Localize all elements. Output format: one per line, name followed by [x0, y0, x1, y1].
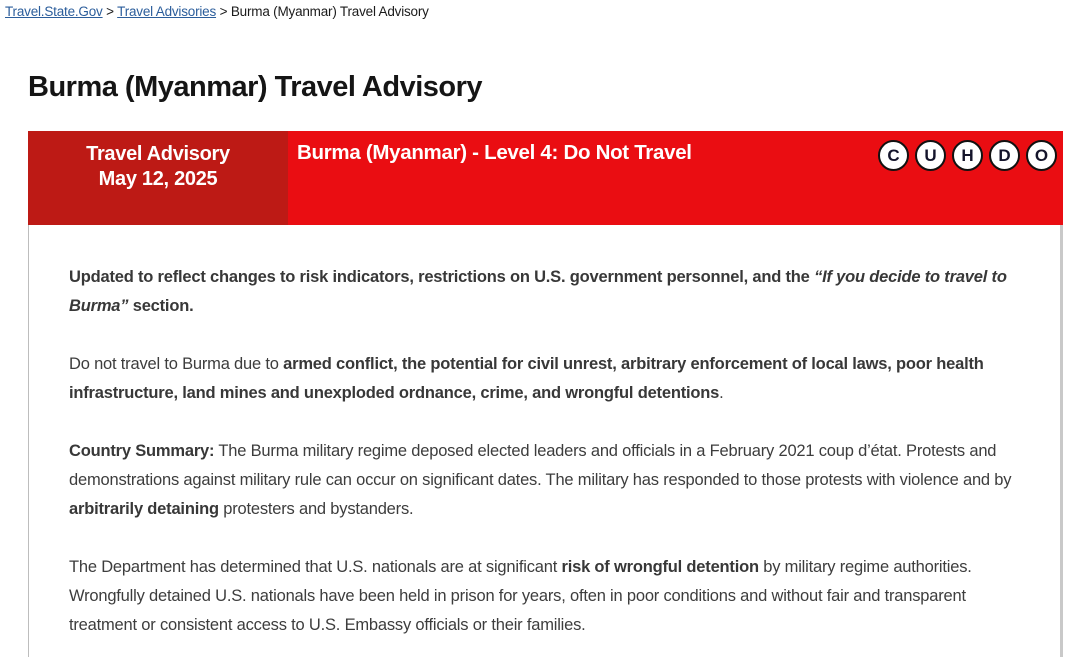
advisory-headline-box	[288, 131, 1063, 225]
breadcrumb-separator: >	[219, 4, 228, 19]
text-segment: Do not travel to Burma due to	[69, 355, 284, 373]
text-segment: section.	[128, 297, 194, 315]
text-segment: armed conflict, the potential for civil unrest, arbitrary enforcement of local laws, poor health infrastructure, land mines and unexploded ordnance, crime, and wrongful detentions	[69, 355, 984, 402]
risk-indicators	[872, 140, 1057, 171]
advisory-date: May 12, 2025	[98, 168, 218, 190]
breadcrumb-separator: >	[106, 4, 114, 19]
advisory-banner	[28, 131, 1063, 225]
text-segment: risk of wrongful detention	[561, 558, 759, 576]
text-segment: by military regime authorities. Wrongfully detained U.S. nationals have been held in prison for years, often in poor conditions and without fair and transparent treatment or consistent access to U.S. Embassy officials or their families.	[69, 558, 972, 634]
crime-indicator-icon[interactable]: C	[878, 140, 909, 171]
text-segment: protesters and bystanders.	[218, 500, 414, 518]
breadcrumb	[0, 0, 1080, 20]
advisory-date-box	[28, 131, 288, 225]
advisory-paragraphs	[69, 263, 1014, 640]
text-segment: The Burma military regime deposed elected leaders and officials in a February 2021 coup d’état. Protests and demonstrations against military rule can occur on significant dates. The military has responded to those protests with violence and by	[69, 442, 1012, 489]
advisory-paragraph	[69, 437, 1014, 524]
text-segment: “If you decide to travel to Burma”	[69, 268, 1007, 315]
text-segment: .	[719, 384, 724, 402]
civil-unrest-indicator-icon[interactable]: U	[915, 140, 946, 171]
text-segment: The Department has determined that U.S. nationals are at significant	[69, 558, 562, 576]
breadcrumb-link-travel-advisories[interactable]: Travel Advisories	[117, 4, 217, 19]
advisory-label: Travel Advisory	[86, 143, 230, 165]
advisory-paragraph	[69, 263, 1014, 321]
other-indicator-icon[interactable]: O	[1026, 140, 1057, 171]
breadcrumb-link-travel-state-gov[interactable]: Travel.State.Gov	[5, 4, 103, 19]
advisory-paragraph	[69, 350, 1014, 408]
advisory-headline: Burma (Myanmar) - Level 4: Do Not Travel	[297, 141, 692, 164]
text-segment: Country Summary:	[69, 442, 215, 460]
breadcrumb-current: Burma (Myanmar) Travel Advisory	[230, 4, 429, 19]
advisory-paragraph	[69, 553, 1014, 640]
text-segment: arbitrarily detaining	[69, 500, 219, 518]
detention-indicator-icon[interactable]: D	[989, 140, 1020, 171]
page-title: Burma (Myanmar) Travel Advisory	[28, 71, 483, 103]
health-indicator-icon[interactable]: H	[952, 140, 983, 171]
advisory-content	[28, 225, 1063, 657]
text-segment: Updated to reflect changes to risk indicators, restrictions on U.S. government personnel, and the	[69, 268, 815, 286]
